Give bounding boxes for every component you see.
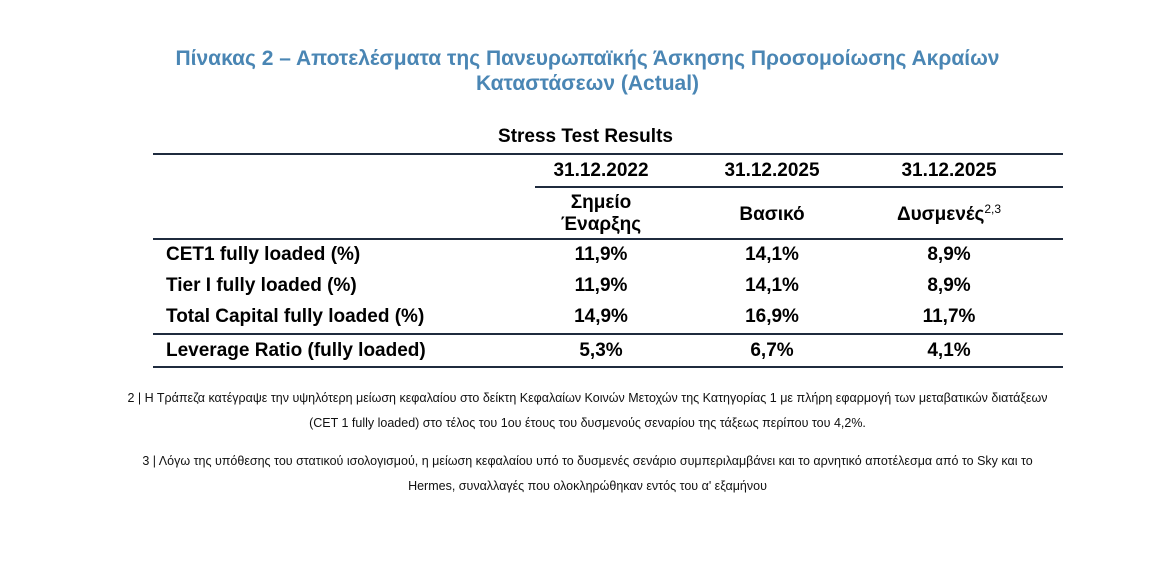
date-header-1: 31.12.2022 (553, 160, 649, 181)
scenario-adverse-footnote-ref: 2,3 (984, 202, 1002, 216)
footnote-3-line-2: Hermes, συναλλαγές που ολοκληρώθηκαν εντός του α' εξαμήνου (408, 479, 767, 493)
cell-total-capital-start: 14,9% (574, 306, 628, 327)
cell-leverage-adverse: 4,1% (927, 340, 971, 361)
row-label-cet1: CET1 fully loaded (%) (166, 244, 361, 265)
scenario-header-adverse (878, 204, 1020, 226)
cell-total-capital-base: 16,9% (745, 306, 799, 327)
cell-leverage-base: 6,7% (750, 340, 794, 361)
footnote-2 (60, 386, 1115, 436)
scenario-header-start (535, 192, 667, 236)
table-bottom-rule (153, 366, 1063, 368)
scenario-adverse-label: Δυσμενές (896, 204, 985, 225)
leverage-top-rule (153, 333, 1063, 335)
scenario-header-base: Βασικό (739, 204, 805, 225)
cell-total-capital-adverse: 11,7% (922, 306, 976, 327)
title-line-1: Πίνακας 2 – Αποτελέσματα της Πανευρωπαϊκής Άσκησης Προσομοίωσης Ακραίων (175, 47, 1000, 70)
table-top-rule (153, 153, 1063, 155)
cell-tier1-adverse: 8,9% (927, 275, 971, 296)
cell-leverage-start: 5,3% (579, 340, 623, 361)
footnote-3-line-1: 3 | Λόγω της υπόθεσης του στατικού ισολογισμού, η μείωση κεφαλαίου υπό το δυσμενές σενάριο συμπεριλαμβάνει και το αρνητικό αποτέλεσμα από το Sky και το (142, 454, 1033, 468)
scenario-start-line-1: Σημείο (570, 192, 632, 213)
page-title (0, 46, 1175, 96)
row-label-leverage: Leverage Ratio (fully loaded) (166, 340, 426, 361)
scenario-start-line-2: Έναρξης (560, 214, 642, 235)
cell-tier1-start: 11,9% (574, 275, 628, 296)
cell-cet1-start: 11,9% (574, 244, 628, 265)
footnote-2-line-2: (CET 1 fully loaded) στο τέλος του 1ου έτους του δυσμενούς σεναρίου της τάξεως περίπου του 4,2%. (309, 416, 866, 430)
table-caption: Stress Test Results (498, 126, 673, 147)
date-header-3: 31.12.2025 (901, 160, 997, 181)
date-header-2: 31.12.2025 (724, 160, 820, 181)
date-header-rule (535, 186, 1063, 188)
cell-tier1-base: 14,1% (745, 275, 799, 296)
header-bottom-rule (153, 238, 1063, 240)
row-label-total-capital: Total Capital fully loaded (%) (166, 306, 425, 327)
footnote-3 (60, 449, 1115, 499)
row-label-tier1: Tier I fully loaded (%) (166, 275, 357, 296)
cell-cet1-base: 14,1% (745, 244, 799, 265)
cell-cet1-adverse: 8,9% (927, 244, 971, 265)
title-line-2: Καταστάσεων (Actual) (475, 72, 700, 95)
footnote-2-line-1: 2 | Η Τράπεζα κατέγραψε την υψηλότερη μείωση κεφαλαίου στο δείκτη Κεφαλαίων Κοινών Μετοχών της Κατηγορίας 1 με πλήρη εφαρμογή των μεταβατικών διατάξεων (127, 391, 1048, 405)
